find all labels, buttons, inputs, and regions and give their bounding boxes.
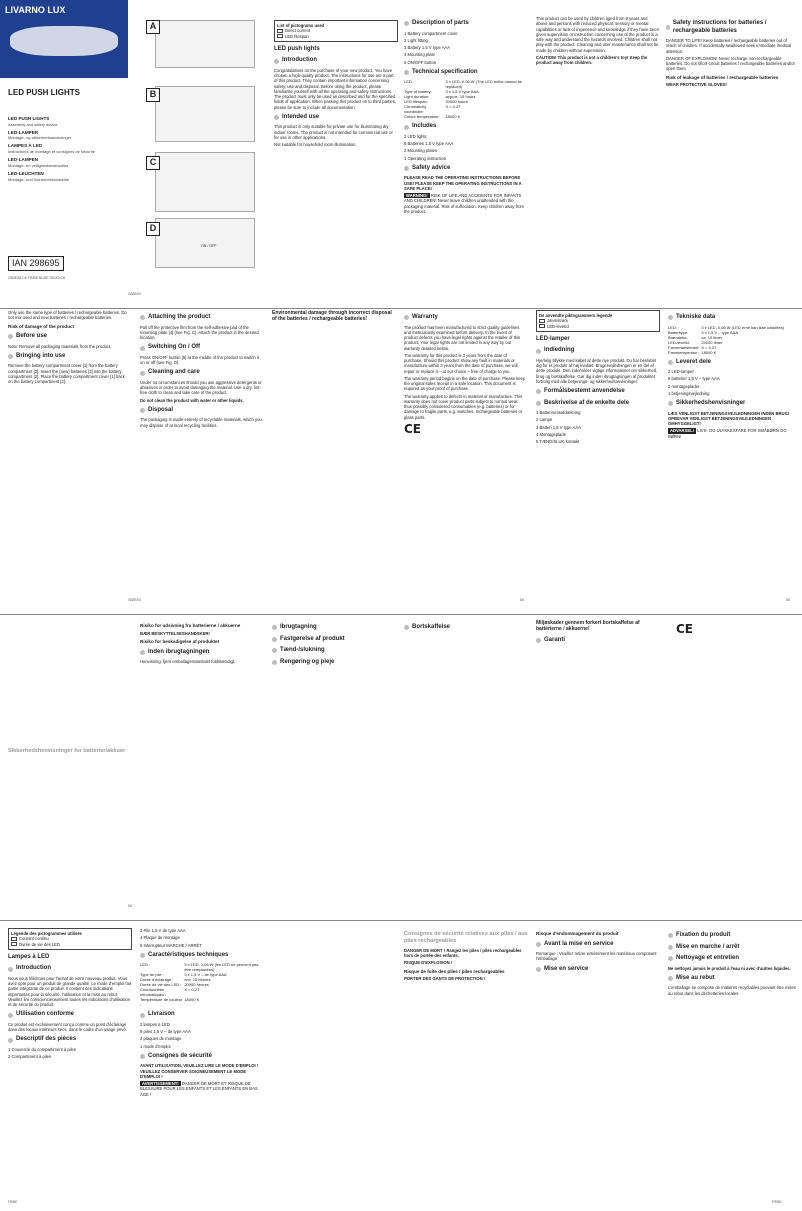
dk-column-1: [536, 310, 660, 446]
en-column-1: [274, 0, 398, 149]
fr-battery-danger: DANGER DE MORT ! Rangez les piles / piles rechargeables hors de portée des enfants.: [404, 947, 522, 959]
en-column-7: [272, 310, 394, 325]
en-safety-heading: Safety advice: [404, 165, 528, 173]
en-disposal-text: The packaging is made entirely of recyclable materials, which you may dispose of at local recycling facilities.: [140, 417, 262, 428]
switch-label: ON / OFF: [201, 244, 217, 248]
page-band-1: [0, 0, 802, 300]
en-column-2: [404, 0, 528, 216]
cover-lang-item: LED-LAMPER Montage- og sikkerhedsanvisninger: [8, 129, 72, 141]
en-tech-heading: Technical specification: [404, 69, 528, 77]
cover-lang-item: LED-LAMPEN Montage- en veiligheidsinstructies: [8, 157, 69, 168]
en-intended-text-2: Not suitable for household room illumination.: [274, 142, 357, 147]
ce-mark: CE: [404, 421, 422, 436]
footer-left-p4: FR/BE: [8, 1200, 18, 1204]
en-safety-intro: PLEASE READ THE OPERATING INSTRUCTIONS BEFORE USE! PLEASE KEEP THE OPERATING INSTRUCTIONS IN A SAFE PLACE!: [404, 175, 522, 191]
figures-panel: [143, 0, 271, 300]
dk-column-2: [668, 310, 796, 441]
dk-attach-heading: Fastgørelse af produkt: [272, 636, 394, 644]
figure-d-illustration: [155, 218, 255, 268]
footer-left-p2: GB/IE/NI: [128, 598, 141, 602]
dk-delivery-list: 2 LED-lamper 6 batterier 1,5 V – type AAA 2 montageplader 1 betjeningsvejledning: [668, 369, 720, 396]
fr-column-4: [404, 922, 528, 984]
fr-desc-list: 1 Couvercle du compartiment à piles 2 Compartiment à piles: [8, 1046, 76, 1059]
dk-before-heading: Inden ibrugtagningen: [140, 649, 262, 657]
fr-tech-table: LED : 3 x LED, 0,06 W (les LED ne peuvent pas être remplacées) Type de pile : 3 x 1,5 V – de type AAA Durée d'éclairage : env. 15 heures Durée de vie des LED : 20000 heures Coordonnées chromatiques : X = 0,27 Température de couleur : 18000 K: [140, 962, 259, 1008]
dk-column-8: [676, 616, 796, 637]
en-battery-danger: DANGER TO LIFE! Keep batteries / rechargeable batteries out of reach of children. If accidentally swallowed seek immediate medical attention.: [666, 38, 792, 54]
fr-column-3: [272, 922, 396, 928]
fr-safety-intro: AVANT UTILISATION, VEUILLEZ LIRE LE MODE D'EMPLOI ! VEUILLEZ CONSERVER SOIGNEUSEMENT LE MODE D'EMPLOI !: [140, 1063, 259, 1079]
fr-warning: AVERTISSEMENT! DANGER DE MORT ET RISQUE DE BLESSURE POUR LES ENFANTS ET LES ENFANTS EN BAS ÂGE !: [140, 1081, 258, 1097]
dk-intro-heading: Indledning: [536, 347, 660, 355]
cover-header: [0, 0, 128, 78]
fr-desc-heading: Descriptif des pièces: [8, 1036, 132, 1044]
cover-lang-item: LED PUSH LIGHTS Assembly and safety advice: [8, 116, 58, 127]
en-parts-heading: Description of parts: [404, 20, 528, 28]
fr-fix-heading: Fixation du produit: [668, 932, 796, 940]
fr-disposal-text: L'emballage se compose de matières recyclables pouvant être mises au rebut dans les déchetteries locales.: [668, 985, 796, 996]
en-battery-heading: Safety instructions for batteries / rechargeable batteries: [666, 20, 796, 35]
en-caution-text: CAUTION! This product is not a children's toy! Keep the product away from children.: [536, 54, 648, 65]
pictogram-list: List of pictograms used Direct current LED filespan: [274, 20, 398, 42]
cover-lang-item: LAMPES À LED Instructions de montage et consignes de sécurité: [8, 143, 95, 155]
fr-heading: Lampes à LED: [8, 953, 50, 960]
en-switch-heading: Switching On / Off: [140, 344, 262, 352]
en-warranty-text-4: The warranty applies to defects in material or manufacture. This warranty does not cover product parts subject to normal wear, thus possibly considered consumables (e.g. batteries) or for damage to fragile parts, e.g. switches, rechargeable batteries or glass parts.: [404, 393, 523, 420]
fr-legend: Légende des pictogrammes utilisés Courant continu Durée de vie des LED: [8, 928, 132, 950]
dk-delivery-heading: Leveret dele: [668, 359, 796, 367]
en-warning: WARNING! RISK OF LIFE AND ACCIDENTS FOR INFANTS AND CHILDREN! Never leave children unattended with the packaging material. Risk of suffocation. Keep children away from the product.: [404, 193, 525, 214]
fr-use-text: Ce produit est exclusivement conçu comme un point d'éclairage dans des locaux intérieurs secs, dans le cadre d'un usage privé.: [8, 1021, 127, 1032]
fr-column-2: [140, 922, 264, 1099]
en-column-8: [404, 310, 526, 437]
fr-safety-heading: Consignes de sécurité: [140, 1053, 264, 1061]
dk-tech-heading: Tekniske data: [668, 314, 796, 322]
footer-mid-p2: DK: [520, 598, 525, 602]
ian-number: IAN 298695: [8, 256, 64, 271]
en-column-5: [8, 310, 130, 386]
footer-right-p2: DK: [786, 598, 791, 602]
fr-intro-heading: Introduction: [8, 965, 132, 973]
dk-before-text: Henvisning: fjern emballagematerialet fuldstændigt.: [140, 659, 236, 665]
en-warranty-text-3: The warranty period begins on the date of purchase. Please keep the original sales receipt in a safe location. This document is required as your proof of purchase.: [404, 375, 526, 392]
cover-panel: [0, 0, 128, 300]
dk-gloves-text: BÆR BESKYTTELSESHANDSKER!: [140, 630, 210, 636]
en-warranty-text: The product has been manufactured to strict quality guidelines and meticulously examined before delivery. In the event of product defects you have legal rights against the retailer of this product. Your legal rights are not limited in any way by our warranty detailed below.: [404, 324, 521, 351]
fr-clean-heading: Nettoyage et entretien: [668, 955, 796, 963]
en-damage-heading: Risk of damage of the product: [8, 323, 75, 329]
product-image: [10, 26, 118, 56]
en-only-use: Only use the same type of batteries / rechargeable batteries. Do not mix used and new batteries / rechargeable batteries.: [8, 310, 127, 321]
figure-c-label: C: [146, 156, 160, 170]
en-disposal-heading: Disposal: [140, 407, 262, 415]
fr-before-heading: Avant la mise en service: [536, 941, 660, 949]
fr-column-6: [668, 922, 796, 998]
en-intro-heading: Introduction: [274, 57, 398, 65]
dk-disposal-heading: Bortskaffelse: [404, 624, 526, 632]
figure-c-illustration: [155, 152, 255, 212]
dk-column-5: [272, 616, 394, 669]
fr-includes-heading: Livraison: [140, 1011, 264, 1019]
en-column-6: [140, 310, 262, 430]
en-column-4: [666, 0, 796, 89]
product-title: LED PUSH LIGHTS: [8, 88, 81, 97]
en-bring-heading: Bringing into use: [8, 353, 130, 361]
dk-tech-table: LED: 3 x LED, 0,06 W (LED´erne kan ikke udskiftes) Batteritype: 3 x 1,5 V – type AAA Brændetid: ca. 15 timer LED-levetid: 20000 timer Farvemønsterdel: X = 0,27 Farvetemperatur: 18000 K: [668, 324, 785, 355]
page-divider-1: [0, 308, 802, 309]
en-env-heading: Environmental damage through incorrect disposal of the batteries / rechargeable batteries!: [272, 310, 392, 323]
figure-b-label: B: [146, 88, 160, 102]
en-before-heading: Before use: [8, 333, 130, 341]
dk-column-3: [8, 616, 130, 758]
en-column-3: [536, 0, 660, 67]
dk-purpose-heading: Formålsbestemt anvendelse: [536, 388, 660, 396]
en-clean-note: Do not clean the product with water or other liquids.: [140, 397, 244, 403]
dk-parts-list: 1 Batterirumsafdækning 2 Lampe 3 Batteri 1,5 V type AAA 4 Montageplade 5 TÆND/SLUK-kontakt: [536, 410, 581, 444]
dk-column-7: [536, 616, 660, 647]
dk-parts-heading: Beskrivelse af de enkelte dele: [536, 400, 660, 408]
dk-legend: De anvendte piktogrammers legende Jævnstrøm LED-levetid: [536, 310, 660, 332]
cover-lang-list: [8, 116, 120, 182]
footer-right-p4: FR/BE: [772, 1200, 782, 1204]
dk-switch-heading: Tænd-/slukning: [272, 647, 394, 655]
en-warranty-heading: Warranty: [404, 314, 526, 322]
fr-tech-heading: Caractéristiques techniques: [140, 952, 264, 960]
page-divider-3: [0, 920, 802, 921]
figure-a-label: A: [146, 20, 160, 34]
dk-ce-mark: CE: [676, 622, 694, 636]
fr-battery-heading: Consignes de sécurité relatives aux piles / aux piles rechargeables: [404, 931, 528, 944]
figure-a-illustration: [155, 20, 255, 68]
fr-leak-heading: Risque de fuite des piles / piles rechargeables: [404, 968, 505, 974]
en-intended-heading: Intended use: [274, 114, 398, 122]
fr-desc-list-2: 3 Pile 1,5 V de type AAA 4 Plaque de montage 5 Interrupteur MARCHE / ARRÊT: [140, 928, 202, 948]
dk-column-4: [140, 616, 262, 666]
page-band-2: [0, 310, 802, 610]
fr-onoff-heading: Mise en marche / arrêt: [668, 944, 796, 952]
dk-safety-heading: Sikkerhedshenvisninger: [668, 400, 796, 408]
en-includes-heading: Includes: [404, 123, 528, 131]
en-attach-heading: Attaching the product: [140, 314, 262, 322]
dk-damage-heading: Risiko for beskadigelse af produktet: [140, 638, 220, 644]
en-bring-text: Remove the battery compartment cover [1] from the battery compartment [2]. Insert the (new) batteries [3] into the battery compartment [2]. Place the battery compartment cover [1] back on the battery compartment [2].: [8, 363, 125, 385]
footer-left-p3: DK: [128, 904, 133, 908]
page-band-3: [0, 616, 802, 916]
dk-clean-heading: Rengøring og pleje: [272, 659, 394, 667]
fr-intro-text: Nous vous félicitons pour l'achat de votre nouveau produit. Vous avez opté pour un produit de grande qualité. Le mode d'emploi fait partie intégrante de ce produit. Il contient des indications importantes pour la sécurité, l'utilisation et la mise au rebut. Veuillez lire consciencieusement toutes les indications d'utilisation et de sécurité du produit.: [8, 975, 132, 1007]
en-before-text: Note: Remove all packaging materials from the product.: [8, 343, 112, 349]
en-leakage-heading: Risk of leakage of batteries / rechargeable batteries: [666, 74, 779, 80]
brand-logo: LIVARNO LUX: [5, 5, 66, 15]
fr-clean-note: Ne nettoyez jamais le produit à l'eau ni avec d'autres liquides.: [668, 965, 791, 971]
en-children-text: This product can be used by children aged from 8 years and above and persons with reduced physical, sensory or mental capabilities or lack of experience and knowledge if they have been given supervision or instruction concerning use of the product in a safe way and understand the hazards involved. Children shall not play with the product. Cleaning and user maintenance shall not be made by children without supervision.: [536, 16, 659, 53]
footer-left-p1: GB/IE/NI: [128, 292, 141, 296]
en-clean-heading: Cleaning and care: [140, 369, 262, 377]
en-includes-list: 2 LED lights 6 Batteries 1.5 V type AAA 2 Mounting plates 1 Operating instruction: [404, 133, 454, 161]
dk-intro-text: Hjertelig tillykke med købet af dette nye produkt. Du har besluttet dig for et produkt af høj kvalitet. Brugervejledningen er en del af dette produkt. Den indeholder vigtige informationer om sikkerhed, brug og bortskaffelse. Gør dig inden ibrugtagningen af produktet fortrolig med alle betjenings- og sikkerhedsanvisninger.: [536, 357, 658, 384]
dk-env-heading: Miljøskader gennem forkert bortskaffelse af batterierne / akkuerne!: [536, 620, 640, 633]
en-parts-list: 1 Battery compartment cover 2 Light fitting 3 Battery 1.5 V type AAA 4 Mounting plate 5 ON/OFF button: [404, 30, 458, 65]
fr-column-5: [536, 922, 660, 976]
figure-b-illustration: [155, 86, 255, 142]
fr-use-heading: Utilisation conforme: [8, 1011, 132, 1019]
page-divider-2: [0, 614, 802, 615]
fr-damage-heading: Risque d'endommagement du produit: [536, 931, 619, 936]
en-tech-table: LED: 3 x LED, 0.06 W (The LED bulbs cannot be replaced) Type of battery: 3 x 1.5 V type AAA Light duration: approx. 15 hours LED lifespan: 20000 hours Chromaticity coordinate: X = 0.27 Colour temperature: 18000 K: [404, 79, 523, 120]
page-band-4: [0, 922, 802, 1208]
en-attach-text: Pull off the protective film from the self-adhesive pad of the mounting plate [4] (see Fig. C). Attach the product in the desired location.: [140, 324, 259, 340]
fr-service-heading: Mise en service: [536, 966, 660, 974]
en-intended-text: This product is only suitable for private use for illuminating dry indoor rooms. The product is not intended for commercial use or for use in other applications.: [274, 124, 393, 140]
country-codes: GB/IE/NI DK FR/BE NL/BE DE/AT/CH: [8, 276, 66, 280]
dk-warning: ADVARSEL! LIVS- OG ULYKKESFARE FOR SMÅBØRN OG BØRN!: [668, 428, 787, 439]
dk-heading: LED-lamper: [536, 335, 570, 342]
dk-warranty-heading: Garanti: [536, 637, 660, 645]
en-battery-explosion: DANGER OF EXPLOSION! Never recharge non-rechargeable batteries. Do not short-circuit batteries / rechargeable batteries and/or open them.: [666, 55, 795, 72]
dk-drilling-heading: Ibrugtagning: [272, 624, 394, 632]
en-intro-text: Congratulations on the purchase of your new product. You have chosen a high-quality product. The instructions for use are a part of this product. They contain important information concerning safety, use and disposal. Before using the product, please familiarise yourself with all the operating and safety instructions. The product must only be used as described and for the specified fields of application. When passing this product on to third parties, please be sure to include all documentation.: [274, 67, 396, 110]
cover-lang-item: LED-LEUCHTEN Montage- und Sicherheitshinweise: [8, 170, 70, 182]
dk-risk-heading: Risiko for udsivning fra batterierne / akkuerne: [140, 623, 241, 628]
dk-column-6: [404, 616, 526, 635]
figure-d-label: D: [146, 222, 160, 236]
fr-before-text: Remarque : Veuillez retirer entièrement les matériaux composant l'emballage.: [536, 951, 657, 962]
en-gloves-text: WEAR PROTECTIVE GLOVES!: [666, 82, 727, 88]
fr-disposal-heading: Mise au rebut: [668, 975, 796, 983]
en-switch-text: Press ON/OFF button [5] at the middle of the product to switch it on or off (see Fig. D).: [140, 354, 259, 365]
fr-gloves-text: PORTER DES GANTS DE PROTECTION !: [404, 976, 486, 982]
dk-safety-intro: LÆS VENLIGST BETJENINGSVEJLEDNINGEN INDEN BRUG! OPBEVAR VENLIGST BETJENINGSVEJLEDNINGEN OMHYGGELIGT!: [668, 410, 790, 426]
fr-column-1: [8, 922, 132, 1061]
dk-battery-heading: Sikkerhedshenvisninger for batterier/akkuer: [8, 748, 126, 754]
en-clean-text: Under no circumstances should you use aggressive detergents or abrasives in order to avoid damaging the material. Use a dry, lint-free cloth to clean and take care of the product.: [140, 379, 262, 396]
en-heading: LED push lights: [274, 45, 320, 52]
fr-includes-list: 2 lampes à LED 6 piles 1,5 V – de type AAA 2 plaques de montage 1 mode d'emploi: [140, 1021, 191, 1049]
en-warranty-text-2: The warranty for this product is 3 years from the date of purchase. Should this product show any fault in materials or manufacture within 3 years from the date of purchase, we will repair or replace it – at our choice – free of charge to you.: [404, 352, 518, 374]
fr-explosion-text: RISQUE D'EXPLOSION !: [404, 960, 453, 966]
